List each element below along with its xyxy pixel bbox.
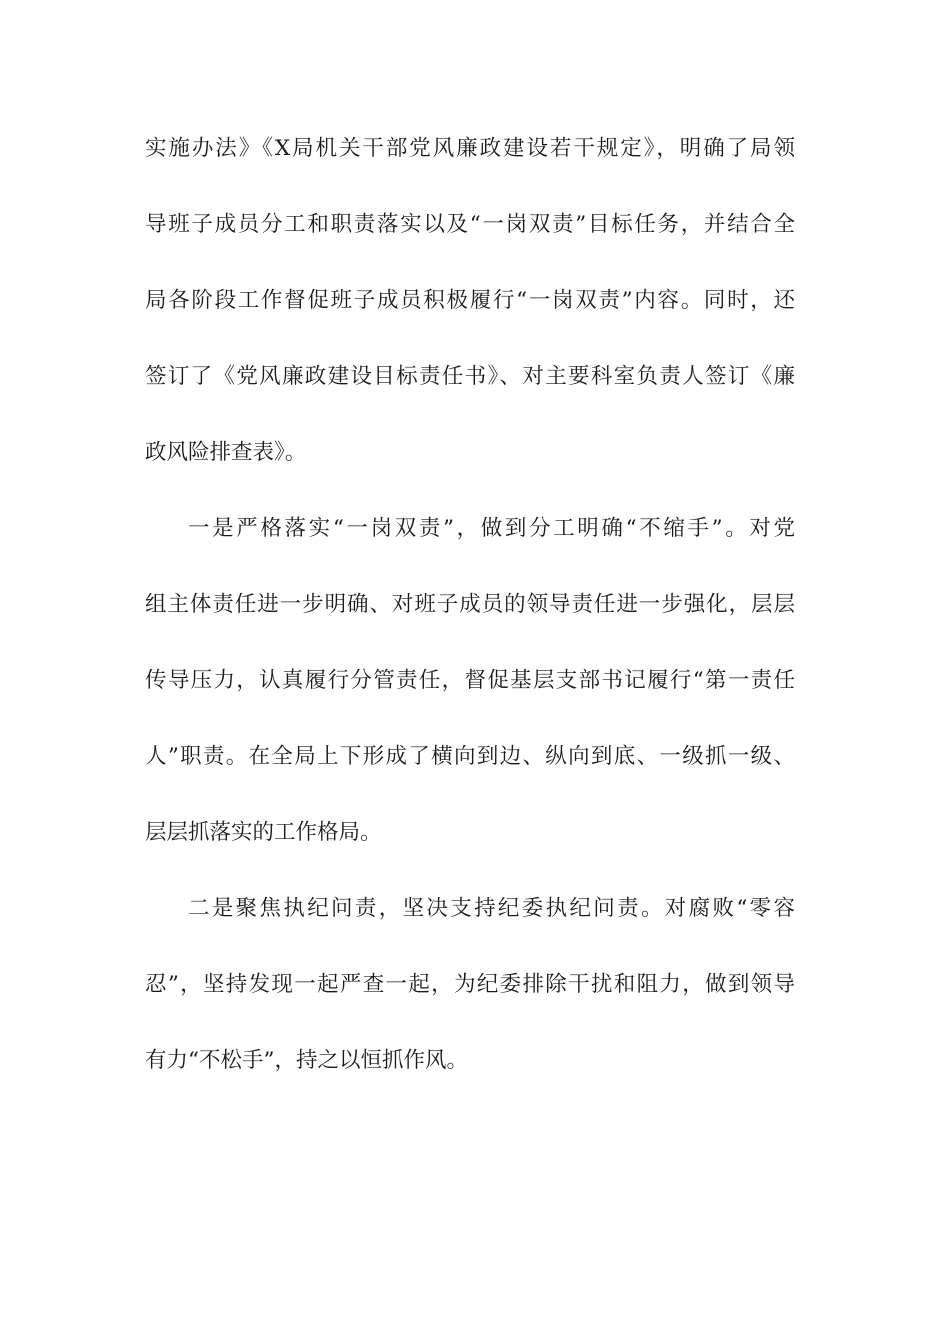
paragraph-line: 签订了《党风廉政建设目标责任书》、对主要科室负责人签订《廉 bbox=[145, 364, 795, 389]
paragraph-3 bbox=[145, 887, 795, 1115]
paragraph-1 bbox=[145, 127, 795, 507]
paragraph-line: 政风险排查表》。 bbox=[145, 440, 307, 465]
paragraph-line: 传导压力，认真履行分管责任，督促基层支部书记履行“第一责任 bbox=[145, 668, 795, 693]
paragraph-line: 导班子成员分工和职责落实以及“一岗双责”目标任务，并结合全 bbox=[145, 212, 795, 237]
paragraph-line: 一是严格落实“一岗双责”，做到分工明确“不缩手”。对党 bbox=[188, 516, 795, 541]
paragraph-line: 层层抓落实的工作格局。 bbox=[145, 820, 382, 845]
paragraph-line: 组主体责任进一步明确、对班子成员的领导责任进一步强化，层层 bbox=[145, 592, 795, 617]
paragraph-line: 有力“不松手”，持之以恒抓作风。 bbox=[145, 1048, 468, 1073]
paragraph-line: 实施办法》《X局机关干部党风廉政建设若干规定》，明确了局领 bbox=[145, 136, 795, 161]
paragraph-line: 局各阶段工作督促班子成员积极履行“一岗双责”内容。同时，还 bbox=[145, 288, 795, 313]
document-body bbox=[145, 127, 795, 1115]
paragraph-2 bbox=[145, 507, 795, 887]
paragraph-line: 二是聚焦执纪问责，坚决支持纪委执纪问责。对腐败“零容 bbox=[188, 896, 795, 921]
paragraph-line: 忍”，坚持发现一起严查一起，为纪委排除干扰和阻力，做到领导 bbox=[145, 972, 795, 997]
paragraph-line: 人”职责。在全局上下形成了横向到边、纵向到底、一级抓一级、 bbox=[145, 744, 795, 769]
